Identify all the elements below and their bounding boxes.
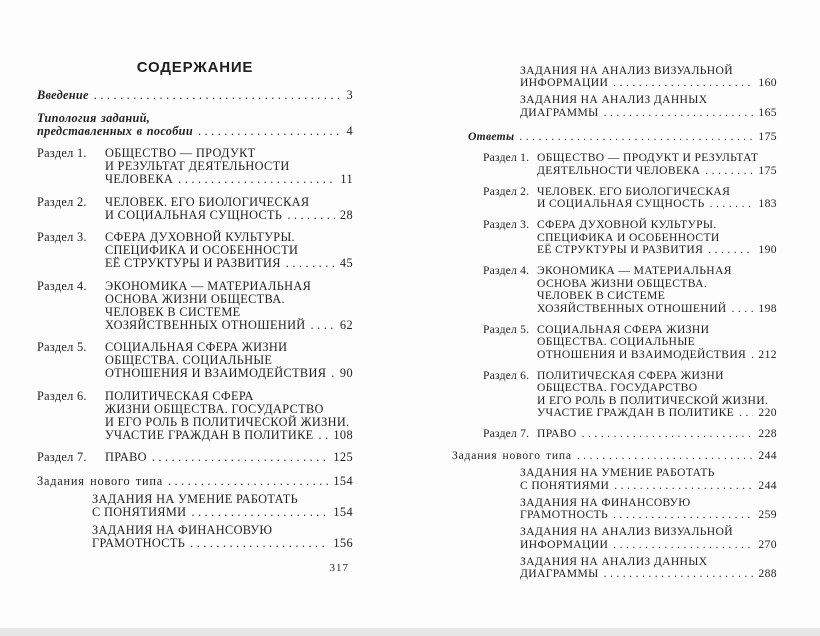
dot-leader	[613, 77, 753, 90]
toc-entry-text: ОТНОШЕНИЯ И ВЗАИМОДЕЙСТВИЯ	[105, 366, 327, 380]
dot-leader	[152, 451, 328, 464]
toc-entry-line	[537, 198, 777, 211]
dot-leader	[613, 539, 753, 552]
toc-entry-text: ПОЛИТИЧЕСКАЯ СФЕРА	[105, 388, 254, 403]
toc-entry-text: Введение	[37, 88, 89, 102]
toc-section-label: Раздел 7.	[483, 427, 530, 440]
toc-entry	[483, 324, 777, 362]
toc-entry-line	[520, 107, 777, 120]
toc-entry-line	[537, 349, 777, 362]
toc-entry-page-number: 125	[333, 450, 353, 464]
toc-section-label: Раздел 7.	[37, 450, 87, 464]
toc-entry-line	[105, 451, 353, 464]
toc-section-title	[537, 265, 777, 315]
toc-section-label: Раздел 3.	[37, 230, 87, 244]
toc-entries-right	[452, 65, 777, 581]
dot-leader	[94, 89, 342, 102]
dot-leader	[191, 506, 328, 519]
toc-entry-text: Задания нового типа	[452, 449, 572, 462]
toc-entry-text: Задания нового типа	[37, 474, 163, 488]
toc-section-title	[105, 341, 353, 380]
dot-leader	[331, 367, 335, 380]
dot-leader	[577, 450, 754, 463]
toc-section-title	[105, 231, 353, 270]
toc-section-label: Раздел 4.	[483, 264, 530, 277]
toc-entry-text: СОЦИАЛЬНАЯ СФЕРА ЖИЗНИ	[105, 340, 288, 354]
toc-entry-page-number: 288	[758, 567, 777, 580]
toc-entry-page-number: 90	[339, 366, 353, 380]
toc-entry-text: ХОЗЯЙСТВЕННЫХ ОТНОШЕНИЙ	[105, 317, 306, 332]
toc-entry-text: ПОЛИТИЧЕСКАЯ СФЕРА ЖИЗНИ	[537, 368, 724, 382]
toc-section-label: Раздел 6.	[37, 388, 87, 403]
toc-entry-line	[537, 336, 777, 349]
toc-entry-text: СОЦИАЛЬНАЯ СФЕРА ЖИЗНИ	[537, 322, 710, 336]
toc-entry-text: ИНФОРМАЦИИ	[520, 76, 609, 89]
toc-entry-line	[105, 173, 353, 186]
toc-entry-page-number: 160	[758, 76, 777, 89]
toc-entry	[520, 94, 777, 119]
toc-entry-text: И СОЦИАЛЬНАЯ СУЩНОСТЬ	[105, 207, 283, 222]
toc-section-label: Раздел 3.	[483, 218, 530, 231]
toc-entry-line	[520, 77, 777, 90]
toc-entry-text: ОБЩЕСТВА. СОЦИАЛЬНЫЕ	[105, 353, 273, 367]
toc-entry-line	[105, 319, 353, 332]
toc-entry-line	[537, 428, 777, 441]
toc-entry-line	[37, 125, 353, 138]
toc-entry-text: ЧЕЛОВЕК. ЕГО БИОЛОГИЧЕСКАЯ	[105, 194, 310, 209]
toc-entry-page-number: 212	[758, 347, 777, 361]
toc-entry-line	[520, 539, 777, 552]
toc-entry	[37, 89, 353, 102]
toc-entry-line	[105, 416, 353, 429]
toc-entry-text: УЧАСТИЕ ГРАЖДАН В ПОЛИТИКЕ	[105, 427, 314, 442]
toc-entry-page-number: 154	[333, 474, 353, 488]
toc-entry-text: СПЕЦИФИКА И ОСОБЕННОСТИ	[537, 230, 720, 244]
toc-entry-page-number: 28	[339, 207, 353, 222]
toc-entry-line	[105, 367, 353, 380]
toc-section-label: Раздел 1.	[483, 151, 530, 164]
toc-entry-text: СПЕЦИФИКА И ОСОБЕННОСТИ	[105, 243, 299, 257]
dot-leader	[614, 480, 753, 493]
dot-leader	[751, 349, 753, 362]
toc-entry-text: ЧЕЛОВЕК В СИСТЕМЕ	[105, 304, 241, 319]
toc-entry-line	[105, 196, 353, 209]
dot-leader	[604, 568, 754, 581]
toc-entry-text: ЧЕЛОВЕКА	[105, 172, 174, 186]
toc-entry	[520, 497, 777, 522]
toc-entry-text: Ответы	[468, 130, 515, 143]
toc-entry-text: ЧЕЛОВЕК В СИСТЕМЕ	[537, 289, 666, 302]
toc-section-title	[537, 324, 777, 362]
toc-section-label: Раздел 4.	[37, 278, 87, 293]
toc-entry-text: ЗАДАНИЯ НА АНАЛИЗ ДАННЫХ	[520, 554, 708, 568]
toc-entry-line	[520, 94, 777, 107]
toc-entry-text: И СОЦИАЛЬНАЯ СУЩНОСТЬ	[537, 197, 705, 210]
toc-entry-page-number: 183	[758, 197, 777, 210]
toc-entry-text: ЗАДАНИЯ НА АНАЛИЗ ВИЗУАЛЬНОЙ	[520, 63, 733, 77]
toc-entry-line	[537, 152, 777, 165]
toc-entry-text: ОТНОШЕНИЯ И ВЗАИМОДЕЙСТВИЯ	[537, 347, 747, 361]
toc-entry-line	[105, 257, 353, 270]
toc-entry-text: И ЕГО РОЛЬ В ПОЛИТИЧЕСКОЙ ЖИЗНИ.	[105, 414, 350, 429]
toc-entry-line	[105, 429, 353, 442]
dot-leader	[708, 244, 753, 257]
toc-entry-text: ОБЩЕСТВО — ПРОДУКТ И РЕЗУЛЬТАТ	[537, 151, 759, 164]
toc-entry-line	[537, 303, 777, 316]
toc-section-label: Раздел 6.	[483, 368, 530, 382]
toc-entry-line	[92, 506, 353, 519]
toc-entry	[452, 450, 777, 463]
toc-entry-line	[468, 131, 777, 144]
toc-entry	[37, 341, 353, 380]
toc-entry	[37, 147, 353, 186]
dot-leader	[287, 209, 335, 222]
toc-entry-page-number: 190	[758, 243, 777, 256]
toc-section-title	[105, 390, 353, 442]
toc-section-title	[105, 451, 353, 464]
toc-entry-text: ЖИЗНИ ОБЩЕСТВА. ГОСУДАРСТВО	[105, 401, 324, 416]
toc-section-title	[537, 152, 777, 177]
toc-entry	[520, 65, 777, 90]
toc-entry-line	[537, 165, 777, 178]
toc-entry-line	[105, 209, 353, 222]
toc-entry-page-number: 220	[758, 406, 777, 419]
toc-entry-page-number: 175	[758, 130, 777, 143]
toc-entry-page-number: 11	[340, 172, 353, 186]
toc-entry-line	[520, 480, 777, 493]
toc-section-label: Раздел 1.	[37, 146, 87, 160]
scan-edge-artifact	[0, 628, 820, 636]
toc-entry-text: УЧАСТИЕ ГРАЖДАН В ПОЛИТИКЕ	[537, 406, 735, 419]
toc-entry-text: представленных в пособии	[37, 123, 193, 138]
toc-entry-line	[520, 526, 777, 539]
toc-section-label: Раздел 5.	[483, 322, 530, 336]
toc-entry-page-number: 244	[758, 478, 777, 492]
toc-entry-page-number: 3	[346, 88, 353, 102]
toc-entry	[37, 280, 353, 332]
toc-entry	[468, 131, 777, 144]
toc-entry-page-number: 175	[758, 163, 777, 177]
toc-entry-text: ОБЩЕСТВО — ПРОДУКТ	[105, 146, 256, 160]
toc-entry	[483, 219, 777, 257]
toc-entry-text: ЭКОНОМИКА — МАТЕРИАЛЬНАЯ	[105, 278, 312, 293]
toc-entry-text: ЗАДАНИЯ НА ФИНАНСОВУЮ	[520, 495, 691, 509]
toc-entry-text: ХОЗЯЙСТВЕННЫХ ОТНОШЕНИЙ	[537, 301, 727, 315]
toc-entry	[37, 475, 353, 488]
toc-entry-page-number: 259	[758, 508, 777, 521]
toc-entry-line	[520, 509, 777, 522]
toc-entry-text: ЗАДАНИЯ НА АНАЛИЗ ВИЗУАЛЬНОЙ	[520, 525, 733, 538]
toc-entry-page-number: 108	[333, 427, 353, 442]
toc-entry	[37, 390, 353, 442]
toc-entry-text: ОСНОВА ЖИЗНИ ОБЩЕСТВА.	[105, 291, 285, 306]
toc-entry-text: ЗАДАНИЯ НА УМЕНИЕ РАБОТАТЬ	[92, 492, 299, 506]
toc-entry	[520, 526, 777, 551]
toc-entry-text: С ПОНЯТИЯМИ	[520, 478, 610, 492]
toc-entry-text: ПРАВО	[105, 450, 147, 464]
toc-entry-line	[452, 450, 777, 463]
toc-entry	[483, 152, 777, 177]
toc-entry-text: ЗАДАНИЯ НА ФИНАНСОВУЮ	[92, 523, 273, 537]
toc-entry-line	[537, 290, 777, 303]
toc-entry-page-number: 165	[758, 105, 777, 119]
toc-entry-line	[37, 112, 353, 125]
toc-entry-line	[37, 89, 353, 102]
toc-entry-line	[537, 407, 777, 420]
toc-entry-line	[92, 537, 353, 550]
toc-entry-text: ИНФОРМАЦИИ	[520, 537, 609, 551]
toc-section-title	[537, 219, 777, 257]
toc-entry-line	[37, 475, 353, 488]
dot-leader	[710, 198, 754, 211]
toc-entry-page-number: 154	[333, 505, 353, 519]
toc-section-label: Раздел 2.	[483, 184, 530, 198]
toc-entry-page-number: 198	[758, 301, 777, 315]
toc-entry-text: СФЕРА ДУХОВНОЙ КУЛЬТУРЫ.	[537, 218, 717, 231]
toc-entry	[483, 428, 777, 441]
toc-entry-text: ЕЁ СТРУКТУРЫ И РАЗВИТИЯ	[537, 243, 704, 256]
toc-entry	[92, 524, 353, 550]
toc-entry	[37, 451, 353, 464]
toc-section-title	[105, 147, 353, 186]
toc-entry-page-number: 156	[333, 536, 353, 550]
toc-section-title	[105, 196, 353, 222]
toc-entry-text: ЗАДАНИЯ НА УМЕНИЕ РАБОТАТЬ	[520, 466, 715, 479]
toc-entry-text: ЗАДАНИЯ НА АНАЛИЗ ДАННЫХ	[520, 93, 708, 106]
toc-entry-page-number: 4	[346, 123, 353, 138]
toc-entry-text: ДЕЯТЕЛЬНОСТИ ЧЕЛОВЕКА	[537, 163, 701, 177]
toc-entry-text: И ЕГО РОЛЬ В ПОЛИТИЧЕСКОЙ ЖИЗНИ.	[537, 393, 769, 407]
dot-leader	[311, 319, 335, 332]
toc-entry-text: ОБЩЕСТВА. ГОСУДАРСТВО	[537, 381, 698, 394]
toc-entry-text: ЕЁ СТРУКТУРЫ И РАЗВИТИЯ	[105, 256, 281, 270]
toc-entry	[37, 112, 353, 138]
toc-entry-text: ОБЩЕСТВА. СОЦИАЛЬНЫЕ	[537, 335, 696, 348]
dot-leader	[190, 537, 328, 550]
toc-entry-text: С ПОНЯТИЯМИ	[92, 505, 187, 519]
dot-leader	[604, 107, 754, 120]
toc-entry-line	[520, 467, 777, 480]
toc-section-title	[537, 186, 777, 211]
toc-entry	[520, 467, 777, 492]
toc-entry-line	[520, 568, 777, 581]
toc-entry-text: Типология заданий,	[37, 110, 151, 125]
toc-entry-text: ОСНОВА ЖИЗНИ ОБЩЕСТВА.	[537, 276, 708, 290]
toc-entry-page-number: 228	[758, 427, 777, 440]
toc-section-title	[537, 370, 777, 420]
dot-leader	[582, 428, 754, 441]
dot-leader	[198, 125, 341, 138]
toc-entry	[92, 493, 353, 519]
dot-leader	[168, 475, 328, 488]
dot-leader	[178, 173, 335, 186]
toc-entry-page-number: 62	[339, 317, 353, 332]
toc-entry	[520, 556, 777, 581]
dot-leader	[319, 429, 329, 442]
page-number: 317	[329, 562, 349, 574]
toc-entry-text: ДИАГРАММЫ	[520, 105, 599, 119]
toc-entry	[483, 265, 777, 315]
toc-entry-text: ЧЕЛОВЕК. ЕГО БИОЛОГИЧЕСКАЯ	[537, 184, 731, 198]
toc-entry-page-number: 244	[758, 449, 777, 462]
dot-leader	[613, 509, 753, 522]
toc-entry-text: ГРАМОТНОСТЬ	[520, 508, 609, 521]
dot-leader	[705, 165, 753, 178]
toc-entry-text: ЭКОНОМИКА — МАТЕРИАЛЬНАЯ	[537, 264, 732, 277]
toc-entry	[37, 196, 353, 222]
toc-entry-text: ГРАМОТНОСТЬ	[92, 536, 186, 550]
dot-leader	[519, 131, 753, 144]
toc-entry-line	[105, 306, 353, 319]
toc-section-title	[105, 280, 353, 332]
toc-right-column	[452, 60, 777, 581]
toc-section-title	[537, 428, 777, 441]
toc-entry	[483, 186, 777, 211]
toc-entry	[37, 231, 353, 270]
dot-leader	[286, 257, 335, 270]
dot-leader	[732, 303, 754, 316]
toc-section-label: Раздел 2.	[37, 194, 87, 209]
toc-entries-left	[37, 89, 353, 550]
toc-entry-text: И РЕЗУЛЬТАТ ДЕЯТЕЛЬНОСТИ	[105, 159, 290, 173]
toc-section-label: Раздел 5.	[37, 340, 87, 354]
toc-entry-line	[537, 244, 777, 257]
toc-entry-page-number: 270	[758, 537, 777, 551]
dot-leader	[739, 407, 753, 420]
toc-entry-text: СФЕРА ДУХОВНОЙ КУЛЬТУРЫ.	[105, 230, 295, 244]
toc-entry	[483, 370, 777, 420]
page-title: СОДЕРЖАНИЕ	[136, 59, 254, 76]
toc-entry-text: ДИАГРАММЫ	[520, 567, 599, 580]
toc-entry-text: ПРАВО	[537, 427, 577, 440]
toc-left-column	[37, 59, 353, 575]
toc-entry-page-number: 45	[339, 256, 353, 270]
